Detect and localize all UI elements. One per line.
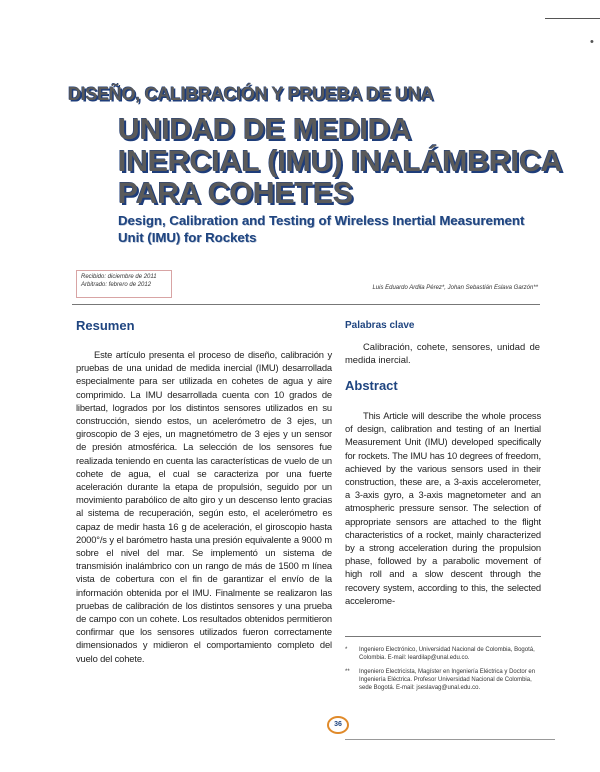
footnote-text: Ingeniero Electrónico, Universidad Nacional de Colombia, Bogotá, Colombia. E-mail: leardilap@unal.edu.co. bbox=[359, 647, 535, 661]
header-divider bbox=[72, 304, 540, 305]
title-line-3: PARA COHETES bbox=[118, 177, 354, 210]
abstract-heading: Abstract bbox=[345, 378, 398, 393]
footnote-divider bbox=[345, 636, 541, 637]
title-prefix: DISEÑO, CALIBRACIÓN Y PRUEBA DE UNA bbox=[68, 84, 434, 104]
footer-rule bbox=[345, 739, 555, 740]
resumen-column bbox=[76, 348, 332, 665]
arbitrated-date: Arbitrado: febrero de 2012 bbox=[81, 282, 152, 288]
title-line-2: INERCIAL (IMU) INALÁMBRICA bbox=[118, 145, 563, 178]
resumen-text: Este artículo presenta el proceso de diseño, calibración y pruebas de una unidad de medida inercial (IMU) desarrollada especialmente para ser utilizada en cohetes de agua y aire comprimido. La IMU desarrollada cuenta con 10 grados de libertad, logrados por los distintos sensores utilizados en su construcción, siendo estos, un acelerómetro de 3 ejes, un giroscopio de 3 ejes, un magnetómetro de 3 ejes y un sensor de presión atmosférica. La selección de los sensores fue realizada teniendo en cuenta las características de vuelo de un cohete de agua, el cual se caracteriza por una fuerte aceleración durante la etapa de propulsión, seguido por un movimiento parabólico de alto giro y un descenso lento gracias al sistema de recuperación, según esto, el acelerómetro es capaz de medir hasta 16 g de aceleración, el giroscopio hasta 2000°/s y el barómetro hasta una presión equivalente a 9000 m sobre el nivel del mar. Se implementó un sistema de transmisión inalámbrico con un rango de más de 1500 m línea vista de cobertura con el fin de garantizar el envío de la información obtenida por el IMU. Finalmente se realizaron las pruebas de calibración de los distintos sensores y una prueba de campo con un cohete. Los resultados obtenidos permitieron confirmar que los sensores utilizados fueron correctamente dimensionados y midieron el comportamiento completo del vuelo del cohete. bbox=[76, 349, 332, 664]
received-date: Recibido: diciembre de 2011 bbox=[81, 274, 157, 280]
corner-mark: • bbox=[590, 36, 594, 48]
footnote-1 bbox=[345, 646, 541, 662]
abstract-text: This Article will describe the whole process of design, calibration and testing of an Inertial Measurement Unit (IMU) developed specifically for rockets. The IMU has 10 degrees of freedom, achieved by the various sensors used in their construction, these are, a 3-axis accelerometer, a 3-axis gyro, a 3-axis magnetometer and an atmospheric pressure sensor. The selection of appropriate sensors are attached to the flight characteristics of a rocket, mainly characterized by a strong acceleration during the propulsion phase, followed by a parabolic movement of high roll and a slow descent through the recovery system, according to this, the selected accelerome- bbox=[345, 410, 541, 606]
footnote-marker: ** bbox=[345, 669, 350, 675]
keywords-heading: Palabras clave bbox=[345, 320, 415, 331]
english-title-line-1: Design, Calibration and Testing of Wireless Inertial Measurement bbox=[118, 213, 525, 228]
resumen-heading: Resumen bbox=[76, 318, 135, 333]
page-number: 36 bbox=[327, 716, 349, 734]
footnote-2 bbox=[345, 668, 541, 692]
title-line-1: UNIDAD DE MEDIDA bbox=[118, 113, 412, 146]
footnote-text: Ingeniero Electricista, Magíster en Ingeniería Eléctrica y Doctor en Ingeniería Eléctrica. Profesor Universidad Nacional de Colombia, sede Bogotá. E-mail: jseslavag@unal.edu.co. bbox=[359, 669, 536, 691]
keywords-text: Calibración, cohete, sensores, unidad de medida inercial. bbox=[345, 341, 540, 366]
dates-box bbox=[76, 270, 172, 298]
authors: Luis Eduardo Ardila Pérez*, Johan Sebastián Eslava Garzón** bbox=[372, 285, 538, 291]
top-decorative-rule bbox=[545, 18, 600, 19]
abstract-column bbox=[345, 409, 541, 607]
footnote-marker: * bbox=[345, 647, 348, 653]
english-title-line-2: Unit (IMU) for Rockets bbox=[118, 230, 257, 245]
